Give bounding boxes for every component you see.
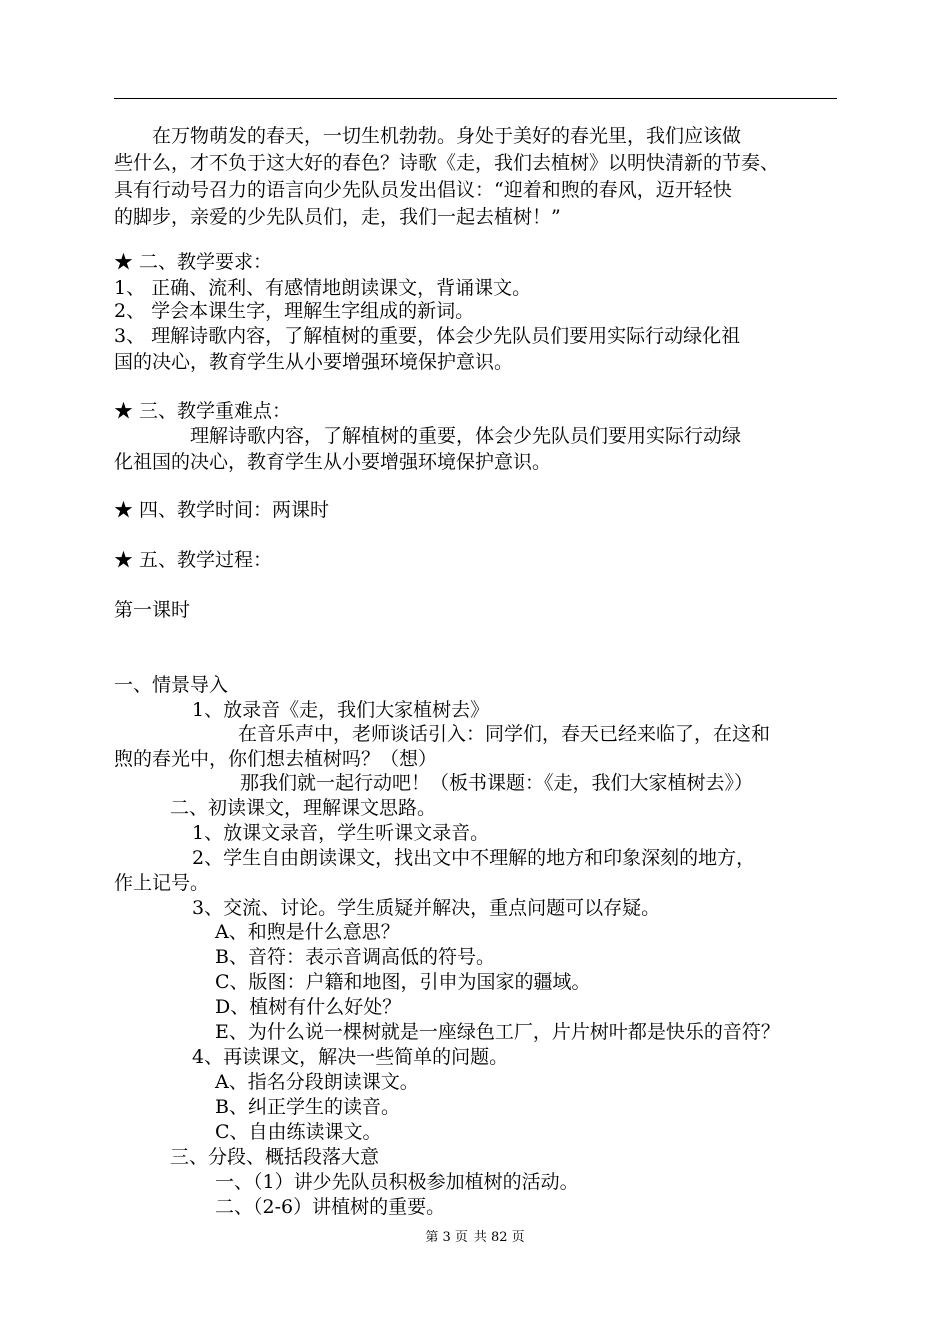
teaching-time: ★ 四、教学时间：两课时 — [114, 499, 330, 521]
body-line: 1、放课文录音，学生听课文录音。 — [192, 822, 490, 844]
list-item: B、纠正学生的读音。 — [215, 1096, 400, 1118]
page-footer — [0, 1230, 950, 1246]
section-heading-2: 二、初读课文，理解课文思路。 — [170, 797, 437, 819]
intro-line-2: 些什么，才不负于这大好的春色？诗歌《走，我们去植树》以明快清新的节奏、 — [114, 152, 780, 174]
body-line: 3、交流、讨论。学生质疑并解决，重点问题可以存疑。 — [192, 897, 661, 919]
requirement-2: 2、 学会本课生字，理解生字组成的新词。 — [114, 300, 475, 322]
section-heading-3: 三、分段、概括段落大意 — [170, 1146, 380, 1168]
intro-line-4: 的脚步，亲爱的少先队员们，走，我们一起去植树！” — [114, 206, 561, 228]
list-item: C、版图：户籍和地图，引申为国家的疆域。 — [215, 971, 591, 993]
list-item: 一、（1）讲少先队员积极参加植树的活动。 — [215, 1171, 579, 1193]
body-line: 那我们就一起行动吧！（板书课题：《走，我们大家植树去》） — [240, 772, 754, 794]
requirements-heading: ★ 二、教学要求： — [114, 251, 273, 273]
list-item: D、植树有什么好处？ — [215, 996, 402, 1018]
difficulty-line-2: 化祖国的决心，教育学生从小要增强环境保护意识。 — [114, 451, 552, 473]
difficulty-line-1: 理解诗歌内容，了解植树的重要，体会少先队员们要用实际行动绿 — [190, 425, 742, 447]
body-line: 煦的春光中，你们想去植树吗？（想） — [114, 748, 438, 770]
page-number: 第 3 页 — [425, 1230, 468, 1245]
header-rule — [114, 98, 837, 99]
body-line: 4、再读课文，解决一些简单的问题。 — [192, 1046, 509, 1068]
teaching-process-heading: ★ 五、教学过程： — [114, 549, 273, 571]
list-item: E、为什么说一棵树就是一座绿色工厂，片片树叶都是快乐的音符？ — [215, 1021, 780, 1043]
list-item: B、音符：表示音调高低的符号。 — [215, 946, 495, 968]
intro-line-1: 在万物萌发的春天，一切生机勃勃。身处于美好的春光里，我们应该做 — [152, 125, 742, 147]
body-line: 在音乐声中，老师谈话引入：同学们，春天已经来临了，在这和 — [238, 723, 771, 745]
page-total: 共 82 页 — [473, 1230, 525, 1245]
intro-line-3: 具有行动号召力的语言向少先队员发出倡议：“迎着和煦的春风，迈开轻快 — [114, 179, 732, 201]
body-line: 1、放录音《走，我们大家植树去》 — [192, 699, 490, 721]
body-line: 作上记号。 — [114, 872, 210, 894]
lesson-title: 第一课时 — [114, 599, 191, 621]
list-item: C、自由练读课文。 — [215, 1121, 382, 1143]
list-item: A、和煦是什么意思？ — [215, 921, 400, 943]
requirement-3: 3、 理解诗歌内容，了解植树的重要，体会少先队员们要用实际行动绿化祖 — [114, 325, 741, 347]
requirement-1: 1、 正确、流利、有感情地朗读课文，背诵课文。 — [114, 277, 532, 299]
difficulty-heading: ★ 三、教学重难点： — [114, 400, 292, 422]
requirement-3-cont: 国的决心，教育学生从小要增强环境保护意识。 — [114, 351, 514, 373]
section-heading-1: 一、情景导入 — [114, 674, 229, 696]
body-line: 2、学生自由朗读课文，找出文中不理解的地方和印象深刻的地方， — [192, 847, 756, 869]
list-item: A、指名分段朗读课文。 — [215, 1071, 419, 1093]
list-item: 二、（2-6）讲植树的重要。 — [215, 1196, 446, 1218]
